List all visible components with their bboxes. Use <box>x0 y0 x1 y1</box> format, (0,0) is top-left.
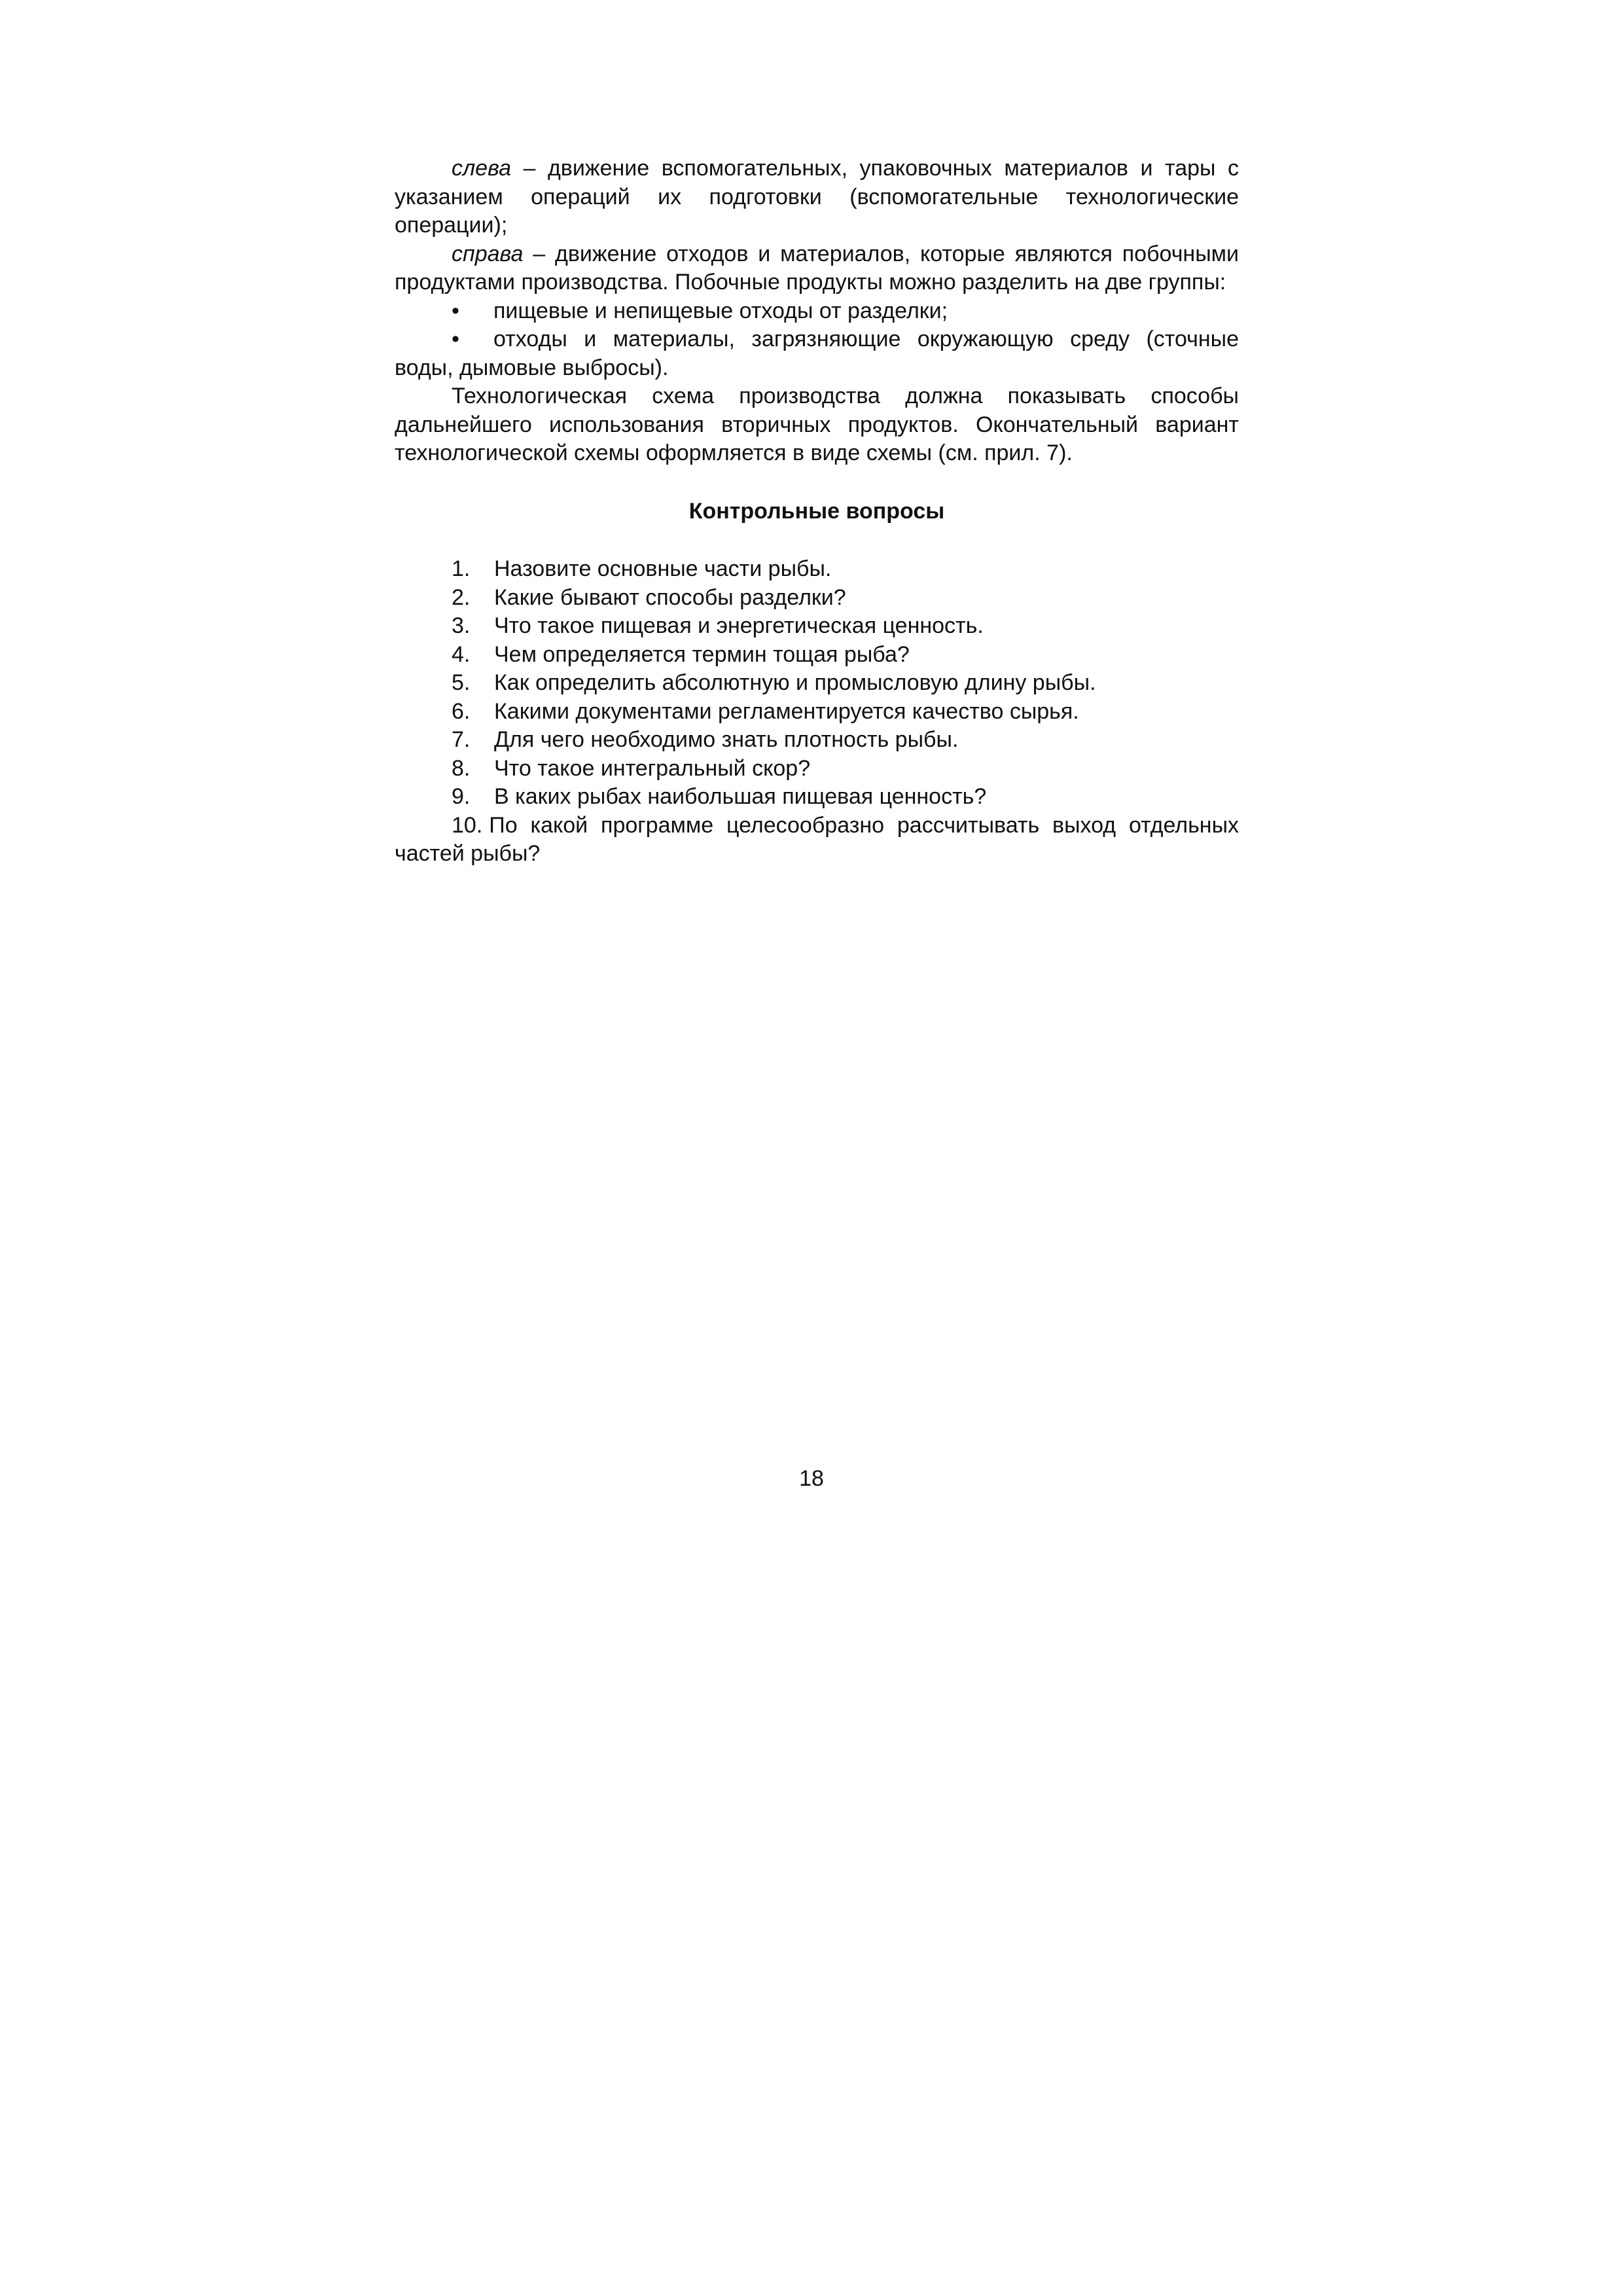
list-item <box>395 325 1239 382</box>
page-body <box>395 154 1239 869</box>
question-item <box>395 726 1239 755</box>
question-item <box>395 755 1239 783</box>
list-item <box>395 297 1239 326</box>
paragraph-right <box>395 240 1239 297</box>
question-text: Какие бывают способы разделки? <box>494 584 846 610</box>
question-text: Как определить абсолютную и промысловую длину рыбы. <box>494 670 1096 695</box>
question-item <box>395 783 1239 812</box>
question-text: По какой программе целесообразно рассчитывать выход отдельных частей рыбы? <box>395 812 1239 866</box>
questions-list <box>395 555 1239 869</box>
question-text: Что такое интегральный скор? <box>494 755 811 781</box>
question-number: 5. <box>452 670 471 695</box>
paragraph-scheme: Технологическая схема производства должна показывать способы дальнейшего использования вторичных продуктов. Окончательный вариант технологической схемы оформляется в виде схемы (см. прил. 7). <box>395 384 1239 465</box>
question-number: 3. <box>452 613 471 638</box>
question-item <box>395 812 1239 869</box>
question-text: Назовите основные части рыбы. <box>494 556 832 581</box>
question-item <box>395 555 1239 584</box>
question-number: 8. <box>452 755 471 781</box>
question-number: 2. <box>452 584 471 610</box>
question-text: В каких рыбах наибольшая пищевая ценность? <box>494 784 987 809</box>
question-text: Что такое пищевая и энергетическая ценность. <box>494 613 984 638</box>
list-item-text: пищевые и непищевые отходы от разделки; <box>493 298 948 323</box>
term-right: справа <box>452 241 524 266</box>
question-text: Для чего необходимо знать плотность рыбы. <box>494 727 959 752</box>
question-number: 7. <box>452 727 471 752</box>
list-item-text: отходы и материалы, загрязняющие окружающую среду (сточные воды, дымовые выбросы). <box>395 327 1239 380</box>
question-number: 6. <box>452 698 471 724</box>
bullet-icon: • <box>452 298 459 323</box>
paragraph-right-text: – движение отходов и материалов, которые являются побочными продуктами производства. Побочные продукты можно разделить на две группы: <box>395 241 1239 295</box>
paragraph-left <box>395 154 1239 240</box>
question-text: Чем определяется термин тощая рыба? <box>494 641 910 667</box>
question-number: 10. <box>452 812 483 838</box>
question-item <box>395 669 1239 698</box>
question-item <box>395 612 1239 641</box>
section-heading: Контрольные вопросы <box>688 498 945 524</box>
question-number: 1. <box>452 556 471 581</box>
bullet-icon: • <box>452 327 459 351</box>
question-number: 4. <box>452 641 471 667</box>
byproduct-list <box>395 297 1239 383</box>
question-text: Какими документами регламентируется качество сырья. <box>494 698 1079 724</box>
page-number: 18 <box>799 1466 824 1491</box>
term-left: слева <box>452 156 511 181</box>
question-item <box>395 584 1239 613</box>
question-item <box>395 641 1239 670</box>
question-number: 9. <box>452 784 471 809</box>
question-item <box>395 698 1239 726</box>
paragraph-left-text: – движение вспомогательных, упаковочных материалов и тары с указанием операций их подготовки (вспомогательные технологические операции); <box>395 156 1239 238</box>
